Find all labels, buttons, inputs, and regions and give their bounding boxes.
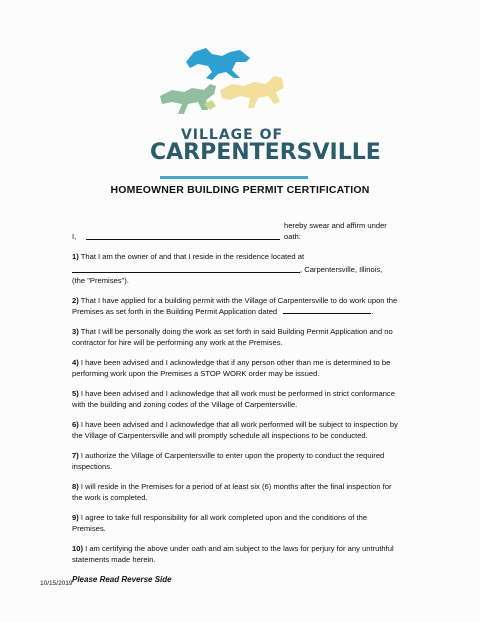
item-1-line2: , Carpentersville, Illinois,	[300, 265, 383, 274]
item-6-text: I have been advised and I acknowledge that all work performed will be subject to inspection by the Village of Carpentersville and will promptly schedule all inspections to be conducted.	[72, 420, 398, 440]
item-1-line3: (the "Premises").	[72, 276, 129, 285]
name-blank	[86, 239, 280, 240]
item-2-num: 2)	[72, 296, 79, 305]
item-7-text: I authorize the Village of Carpentersville to enter upon the property to conduct the required inspections.	[72, 451, 385, 471]
item-8-num: 8)	[72, 482, 79, 491]
item-3-text: That I will be personally doing the work as set forth in said Building Permit Application and no contractor for hire will be performing any work at the Premises.	[72, 327, 393, 347]
green-fox-icon	[160, 84, 216, 114]
reverse-side-note: Please Read Reverse Side	[72, 575, 172, 584]
item-7	[72, 450, 402, 472]
item-4-num: 4)	[72, 358, 79, 367]
address-blank	[72, 272, 300, 273]
item-5-text: I have been advised and I acknowledge that all work must be performed in strict conformance with the building and zoning codes of the Village of Carpentersville.	[72, 389, 395, 409]
logo-underline	[160, 176, 308, 179]
item-10-text: I am certifying the above under oath and am subject to the laws for perjury for any untruthful statements made herein.	[72, 544, 394, 564]
logo-line-2: CARPENTERSVILLE	[150, 140, 381, 165]
intro-suffix: hereby swear and affirm under oath:	[283, 221, 387, 241]
item-9-text: I agree to take full responsibility for all work completed upon and the conditions of the Premises.	[72, 513, 368, 533]
item-7-num: 7)	[72, 451, 79, 460]
item-4-text: I have been advised and I acknowledge that if any person other than me is determined to be performing work upon the Premises a STOP WORK order may be issued.	[72, 358, 391, 378]
certification-body	[72, 220, 402, 585]
item-2-text: That I have applied for a building permit with the Village of Carpentersville to do work upon the Premises as set forth in the Building Permit Application dated	[72, 296, 398, 316]
item-3-num: 3)	[72, 327, 79, 336]
item-9	[72, 512, 402, 534]
item-5	[72, 388, 402, 410]
application-date-blank	[283, 313, 371, 314]
item-6-num: 6)	[72, 420, 79, 429]
item-4	[72, 357, 402, 379]
item-10-num: 10)	[72, 544, 83, 553]
item-2	[72, 295, 402, 317]
item-1-text: That I am the owner of and that I reside in the residence located at	[80, 252, 305, 261]
blue-fox-icon	[186, 48, 250, 80]
footer-date: 10/15/2019	[40, 580, 73, 587]
yellow-fox-icon	[220, 76, 284, 108]
village-fox-logo	[150, 44, 310, 128]
item-5-num: 5)	[72, 389, 79, 398]
oath-intro	[72, 220, 402, 242]
document-title: HOMEOWNER BUILDING PERMIT CERTIFICATION	[110, 184, 370, 196]
intro-prefix: I,	[72, 232, 77, 241]
item-2-end: .	[371, 307, 374, 316]
item-1	[72, 251, 402, 286]
item-9-num: 9)	[72, 513, 79, 522]
item-3	[72, 326, 402, 348]
village-logo-text	[150, 127, 381, 165]
item-1-num: 1)	[72, 252, 79, 261]
logo-line-1: VILLAGE OF	[180, 127, 284, 143]
item-10	[72, 543, 402, 565]
item-8-text: I will reside in the Premises for a period of at least six (6) months after the final inspection for the work is completed.	[72, 482, 392, 502]
item-6	[72, 419, 402, 441]
item-8	[72, 481, 402, 503]
